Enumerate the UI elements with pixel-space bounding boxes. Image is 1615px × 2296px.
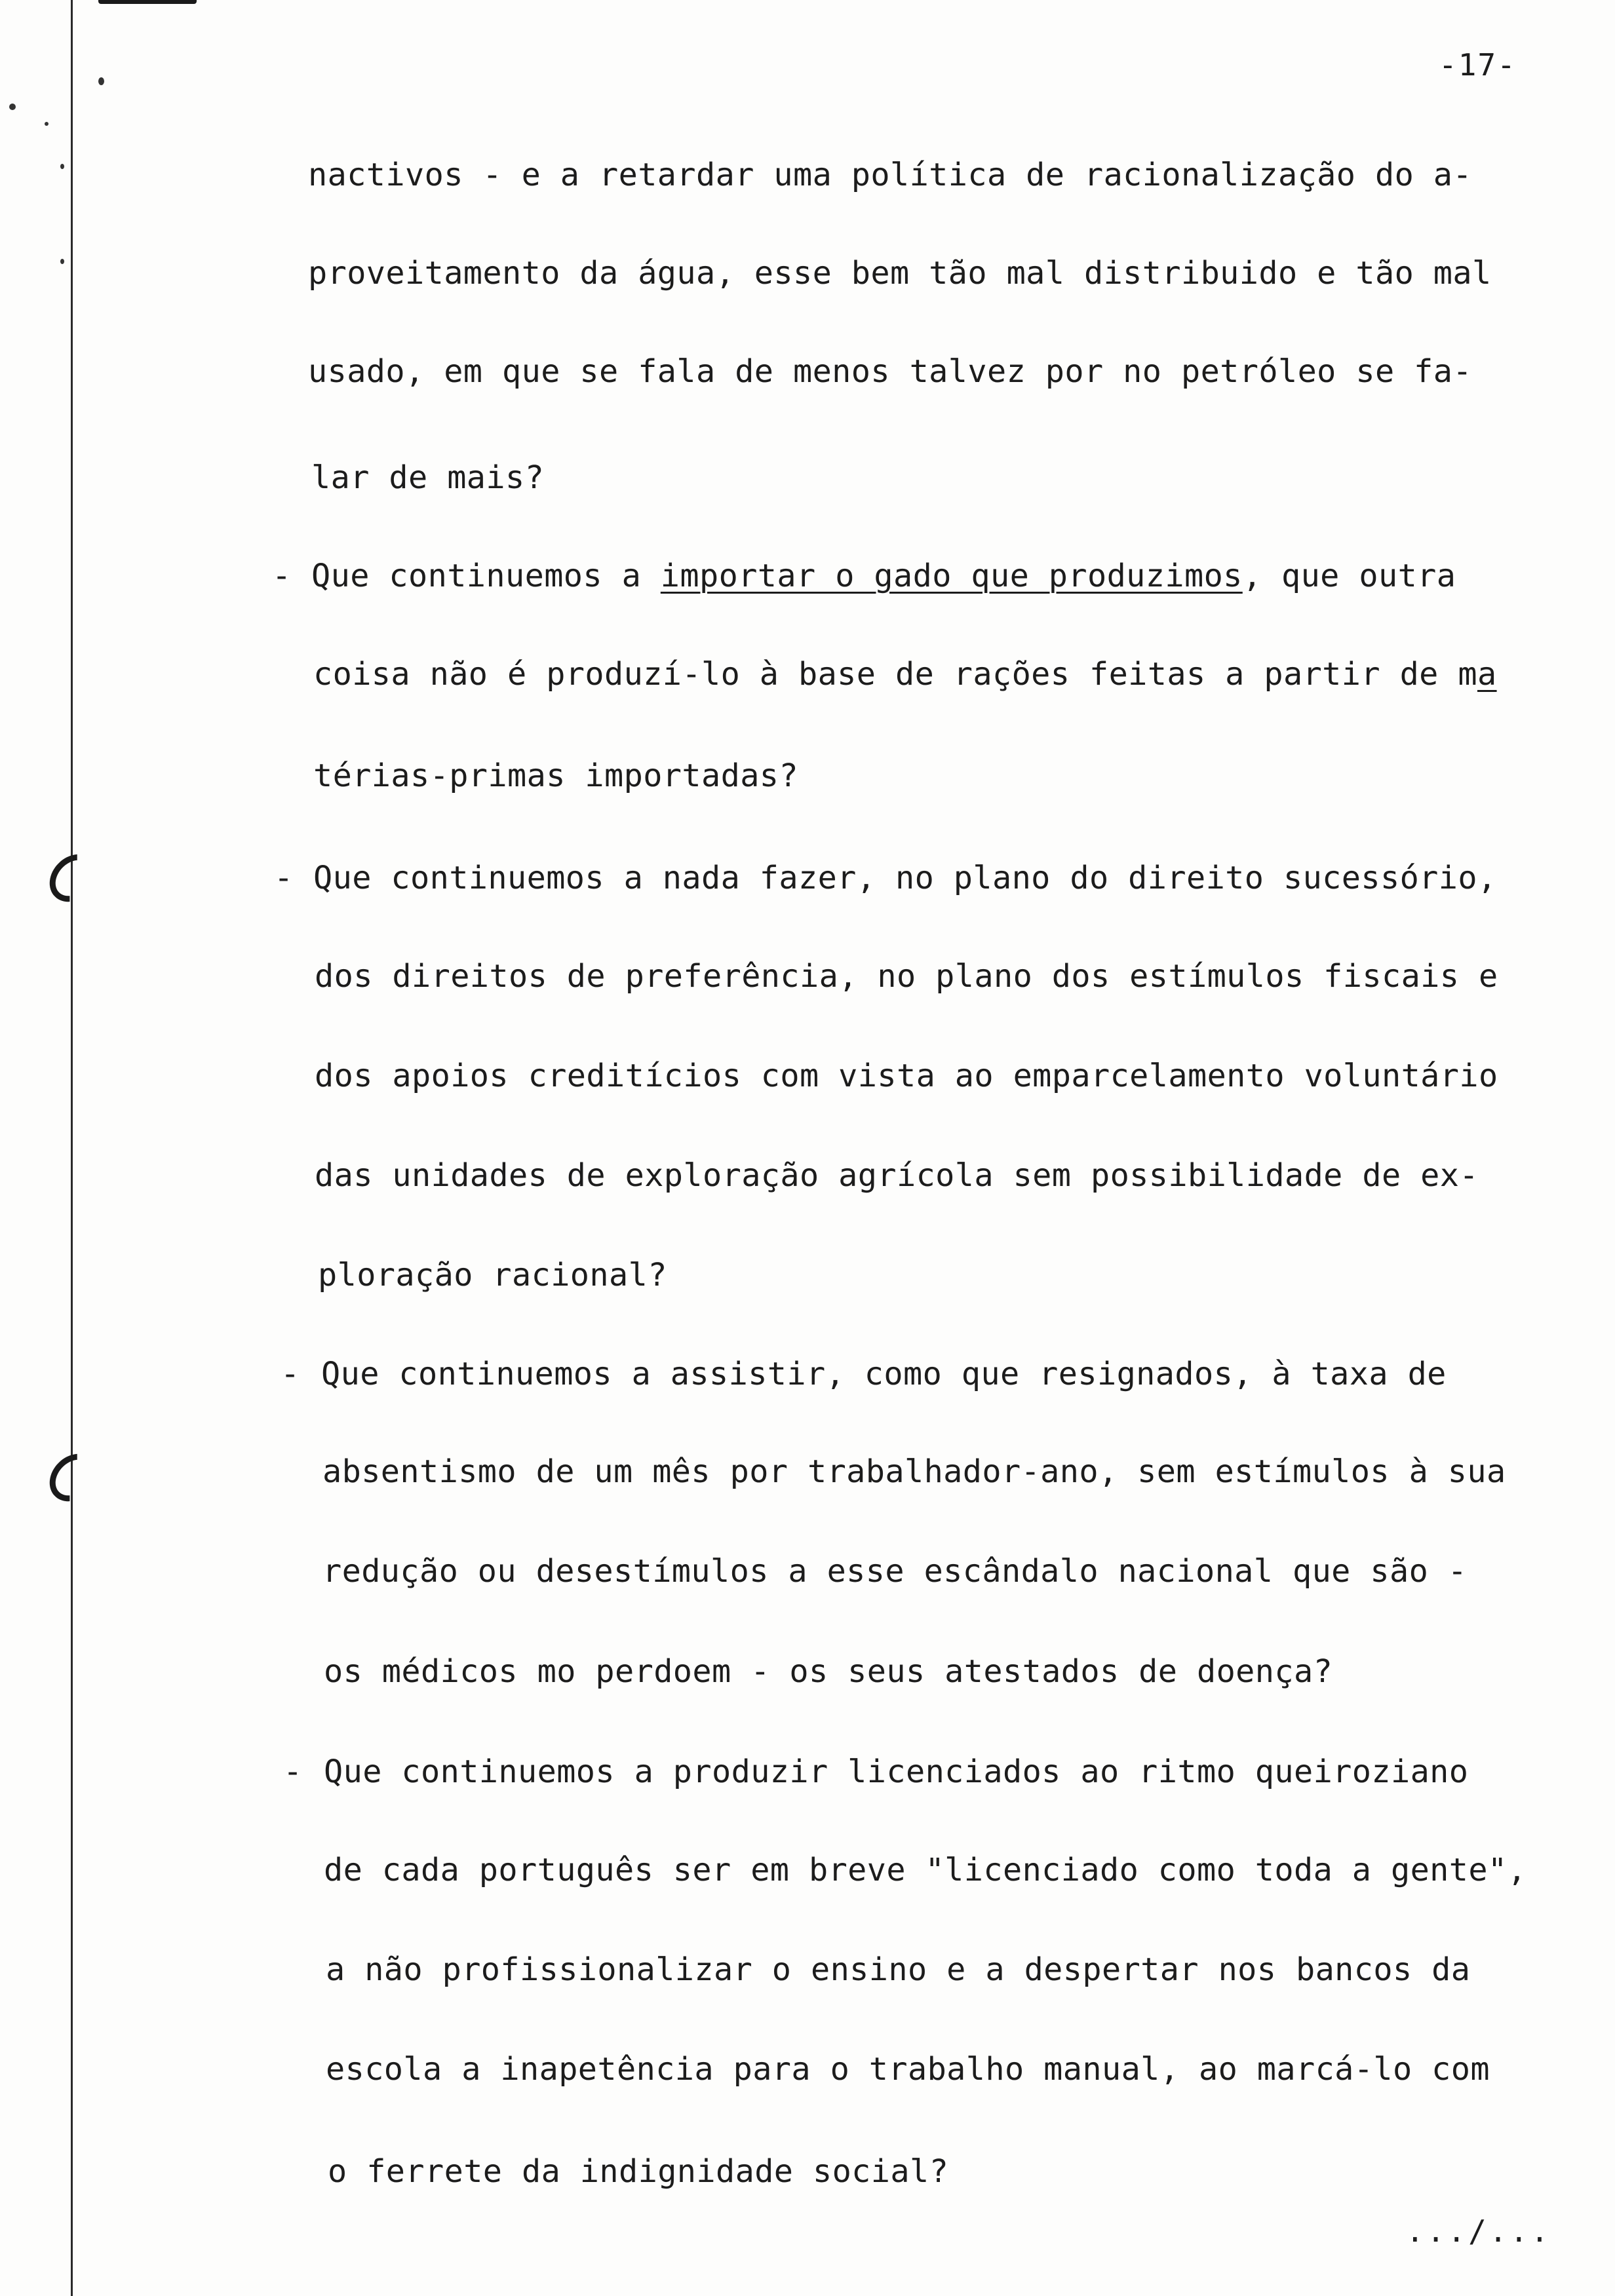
text-line xyxy=(311,560,1456,592)
text-line: nactivos - e a retardar uma política de racionalização do a- xyxy=(308,157,1472,193)
underlined-text: importar o gado que produzimos xyxy=(660,558,1243,594)
binding-margin-line xyxy=(71,0,73,2296)
text-line: dos apoios creditícios com vista ao emparcelamento voluntário xyxy=(315,1058,1498,1094)
text-line xyxy=(313,757,798,794)
list-bullet: - xyxy=(283,1753,303,1790)
text-line: Que continuemos a produzir licenciados ao ritmo queiroziano xyxy=(324,1753,1469,1790)
text-line: usado, em que se fala de menos talvez por no petróleo se fa- xyxy=(308,353,1472,390)
text-line: dos direitos de preferência, no plano dos estímulos fiscais e xyxy=(315,958,1498,995)
page-continuation-mark: .../... xyxy=(1406,2213,1551,2249)
text-line xyxy=(313,656,1497,693)
underlined-text: a xyxy=(1477,656,1497,693)
text-run: , que outra xyxy=(1242,558,1456,594)
text-run: Que continuemos a xyxy=(311,558,661,594)
text-line: os médicos mo perdoem - os seus atestados de doença? xyxy=(324,1653,1333,1690)
scan-speck xyxy=(60,259,64,264)
scan-speck xyxy=(9,104,16,110)
text-line: escola a inapetência para o trabalho manual, ao marcá-lo com xyxy=(326,2051,1490,2088)
text-line: redução ou desestímulos a esse escândalo nacional que são - xyxy=(322,1553,1468,1590)
scan-speck xyxy=(60,164,64,169)
scan-speck xyxy=(98,77,104,85)
text-line: lar de mais? xyxy=(311,459,545,496)
text-line: Que continuemos a assistir, como que resignados, à taxa de xyxy=(321,1356,1447,1392)
text-line: o ferrete da indignidade social? xyxy=(328,2153,949,2190)
list-bullet: - xyxy=(272,558,292,594)
text-line: proveitamento da água, esse bem tão mal distribuido e tão mal xyxy=(308,255,1492,292)
text-line: a não profissionalizar o ensino e a despertar nos bancos da xyxy=(326,1951,1471,1988)
list-bullet: - xyxy=(281,1356,300,1392)
page-number: -17- xyxy=(1439,47,1517,83)
text-line: Que continuemos a nada fazer, no plano do direito sucessório, xyxy=(313,860,1497,896)
punch-hole-mark xyxy=(40,845,107,911)
text-line: absentismo de um mês por trabalhador-ano, sem estímulos à sua xyxy=(322,1453,1506,1490)
text-line: das unidades de exploração agrícola sem possibilidade de ex- xyxy=(315,1157,1479,1194)
text-run: coisa não é produzí-lo à base de rações feitas a partir de m xyxy=(313,656,1477,693)
text-run: térias-primas importadas? xyxy=(313,757,798,794)
scan-edge-mark xyxy=(98,0,197,4)
scan-speck xyxy=(45,122,49,126)
text-line: de cada português ser em breve "licenciado como toda a gente", xyxy=(324,1852,1527,1888)
text-line: ploração racional? xyxy=(318,1257,667,1293)
punch-hole-mark xyxy=(40,1444,107,1511)
list-bullet: - xyxy=(274,860,294,896)
